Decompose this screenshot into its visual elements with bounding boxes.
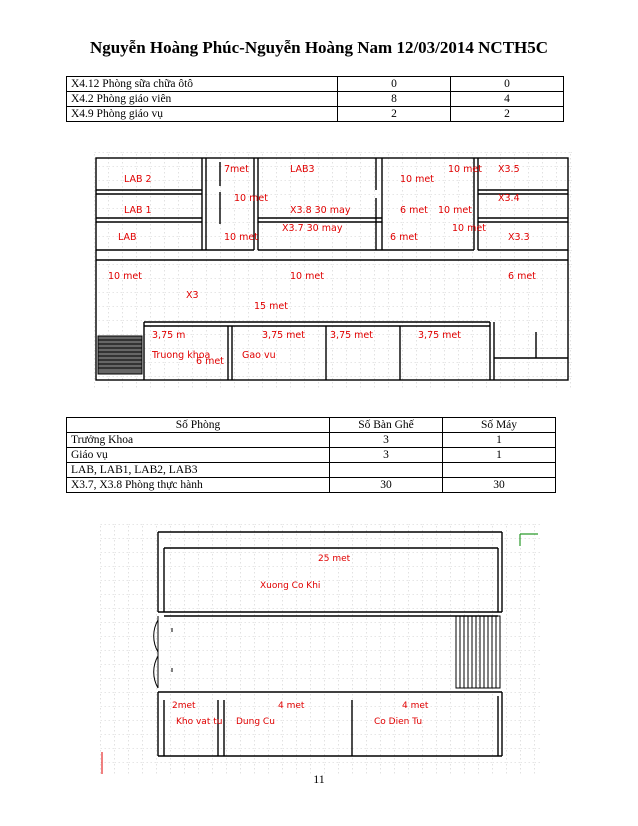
table-row	[67, 433, 556, 448]
table-cell: X4.12 Phòng sữa chữa ôtô	[67, 77, 338, 92]
table-row	[67, 77, 564, 92]
table-cell: 3	[330, 433, 443, 448]
table-row	[67, 107, 564, 122]
dimension-label: 25 met	[318, 554, 351, 564]
dimension-label: 4 met	[402, 701, 429, 711]
table-row	[67, 92, 564, 107]
table-header-row	[67, 418, 556, 433]
dimension-label: 4 met	[278, 701, 305, 711]
room-label: X3.3	[508, 232, 530, 243]
table-cell: 8	[338, 92, 451, 107]
dimension-label: 3,75 met	[330, 330, 373, 341]
column-header: Số Phòng	[67, 418, 330, 433]
dimension-label: 10 met	[290, 271, 324, 282]
table-cell: 1	[443, 448, 556, 463]
room-label: Truong khoa	[152, 350, 211, 361]
room-label: X3.7 30 may	[282, 223, 343, 234]
dimension-label: 10 met	[108, 271, 142, 282]
room-label: Xuong Co Khi	[260, 581, 321, 591]
floor-plan-2	[100, 524, 540, 774]
room-label: Gao vu	[242, 350, 276, 361]
table-cell: 2	[338, 107, 451, 122]
table-row	[67, 463, 556, 478]
room-label: LAB	[118, 232, 137, 243]
dimension-label: 3,75 met	[262, 330, 305, 341]
table-cell: Giáo vụ	[67, 448, 330, 463]
table-cell: X3.7, X3.8 Phòng thực hành	[67, 478, 330, 493]
table-cell: 1	[443, 433, 556, 448]
table-cell: 0	[338, 77, 451, 92]
table-cell: X4.2 Phòng giáo viên	[67, 92, 338, 107]
column-header: Số Bàn Ghế	[330, 418, 443, 433]
dimension-label: 3,75 met	[418, 330, 461, 341]
room-label: Kho vat tu	[176, 717, 223, 727]
table-row	[67, 448, 556, 463]
table-cell: 3	[330, 448, 443, 463]
room-label: X3.8 30 may	[290, 205, 351, 216]
table-cell: 0	[451, 77, 564, 92]
room-label: LAB3	[290, 164, 315, 175]
rooms-table-2	[66, 417, 556, 493]
building-label: X3	[186, 290, 199, 301]
dimension-label: 10 met	[234, 193, 268, 204]
room-label: LAB 1	[124, 205, 152, 216]
room-label: X3.5	[498, 164, 520, 175]
dimension-label: 3,75 m	[152, 330, 186, 341]
stairs-icon	[98, 336, 142, 374]
table-cell: 30	[330, 478, 443, 493]
room-label: X3.4	[498, 193, 520, 204]
floor-plan-1	[94, 152, 574, 388]
page-title: Nguyễn Hoàng Phúc-Nguyễn Hoàng Nam 12/03/2014 NCTH5C	[89, 38, 549, 57]
table-cell: 4	[451, 92, 564, 107]
table-cell: LAB, LAB1, LAB2, LAB3	[67, 463, 330, 478]
table-cell	[330, 463, 443, 478]
dimension-label: 10 met	[448, 164, 482, 175]
page-number: 11	[313, 772, 325, 786]
dimension-label: 10 met	[224, 232, 258, 243]
room-label: Co Dien Tu	[374, 717, 423, 727]
dimension-label: 6 met	[508, 271, 536, 282]
dimension-label: 10 met	[452, 223, 486, 234]
table-row	[67, 478, 556, 493]
dimension-label: 10 met	[400, 174, 434, 185]
column-header: Số Máy	[443, 418, 556, 433]
dimension-label: 2met	[172, 701, 196, 711]
dimension-label: 15 met	[254, 301, 288, 312]
table-cell: 2	[451, 107, 564, 122]
room-label: LAB 2	[124, 174, 152, 185]
dimension-label: 10 met	[438, 205, 472, 216]
dimension-label: 6 met	[196, 356, 224, 367]
table-cell: 30	[443, 478, 556, 493]
table-cell: Trưởng Khoa	[67, 433, 330, 448]
table-cell: X4.9 Phòng giáo vụ	[67, 107, 338, 122]
table-cell	[443, 463, 556, 478]
dimension-label: 6 met	[400, 205, 428, 216]
dimension-label: 6 met	[390, 232, 418, 243]
rooms-table-1	[66, 76, 564, 122]
dimension-label: 7met	[224, 164, 249, 175]
room-label: Dung Cu	[236, 717, 275, 727]
